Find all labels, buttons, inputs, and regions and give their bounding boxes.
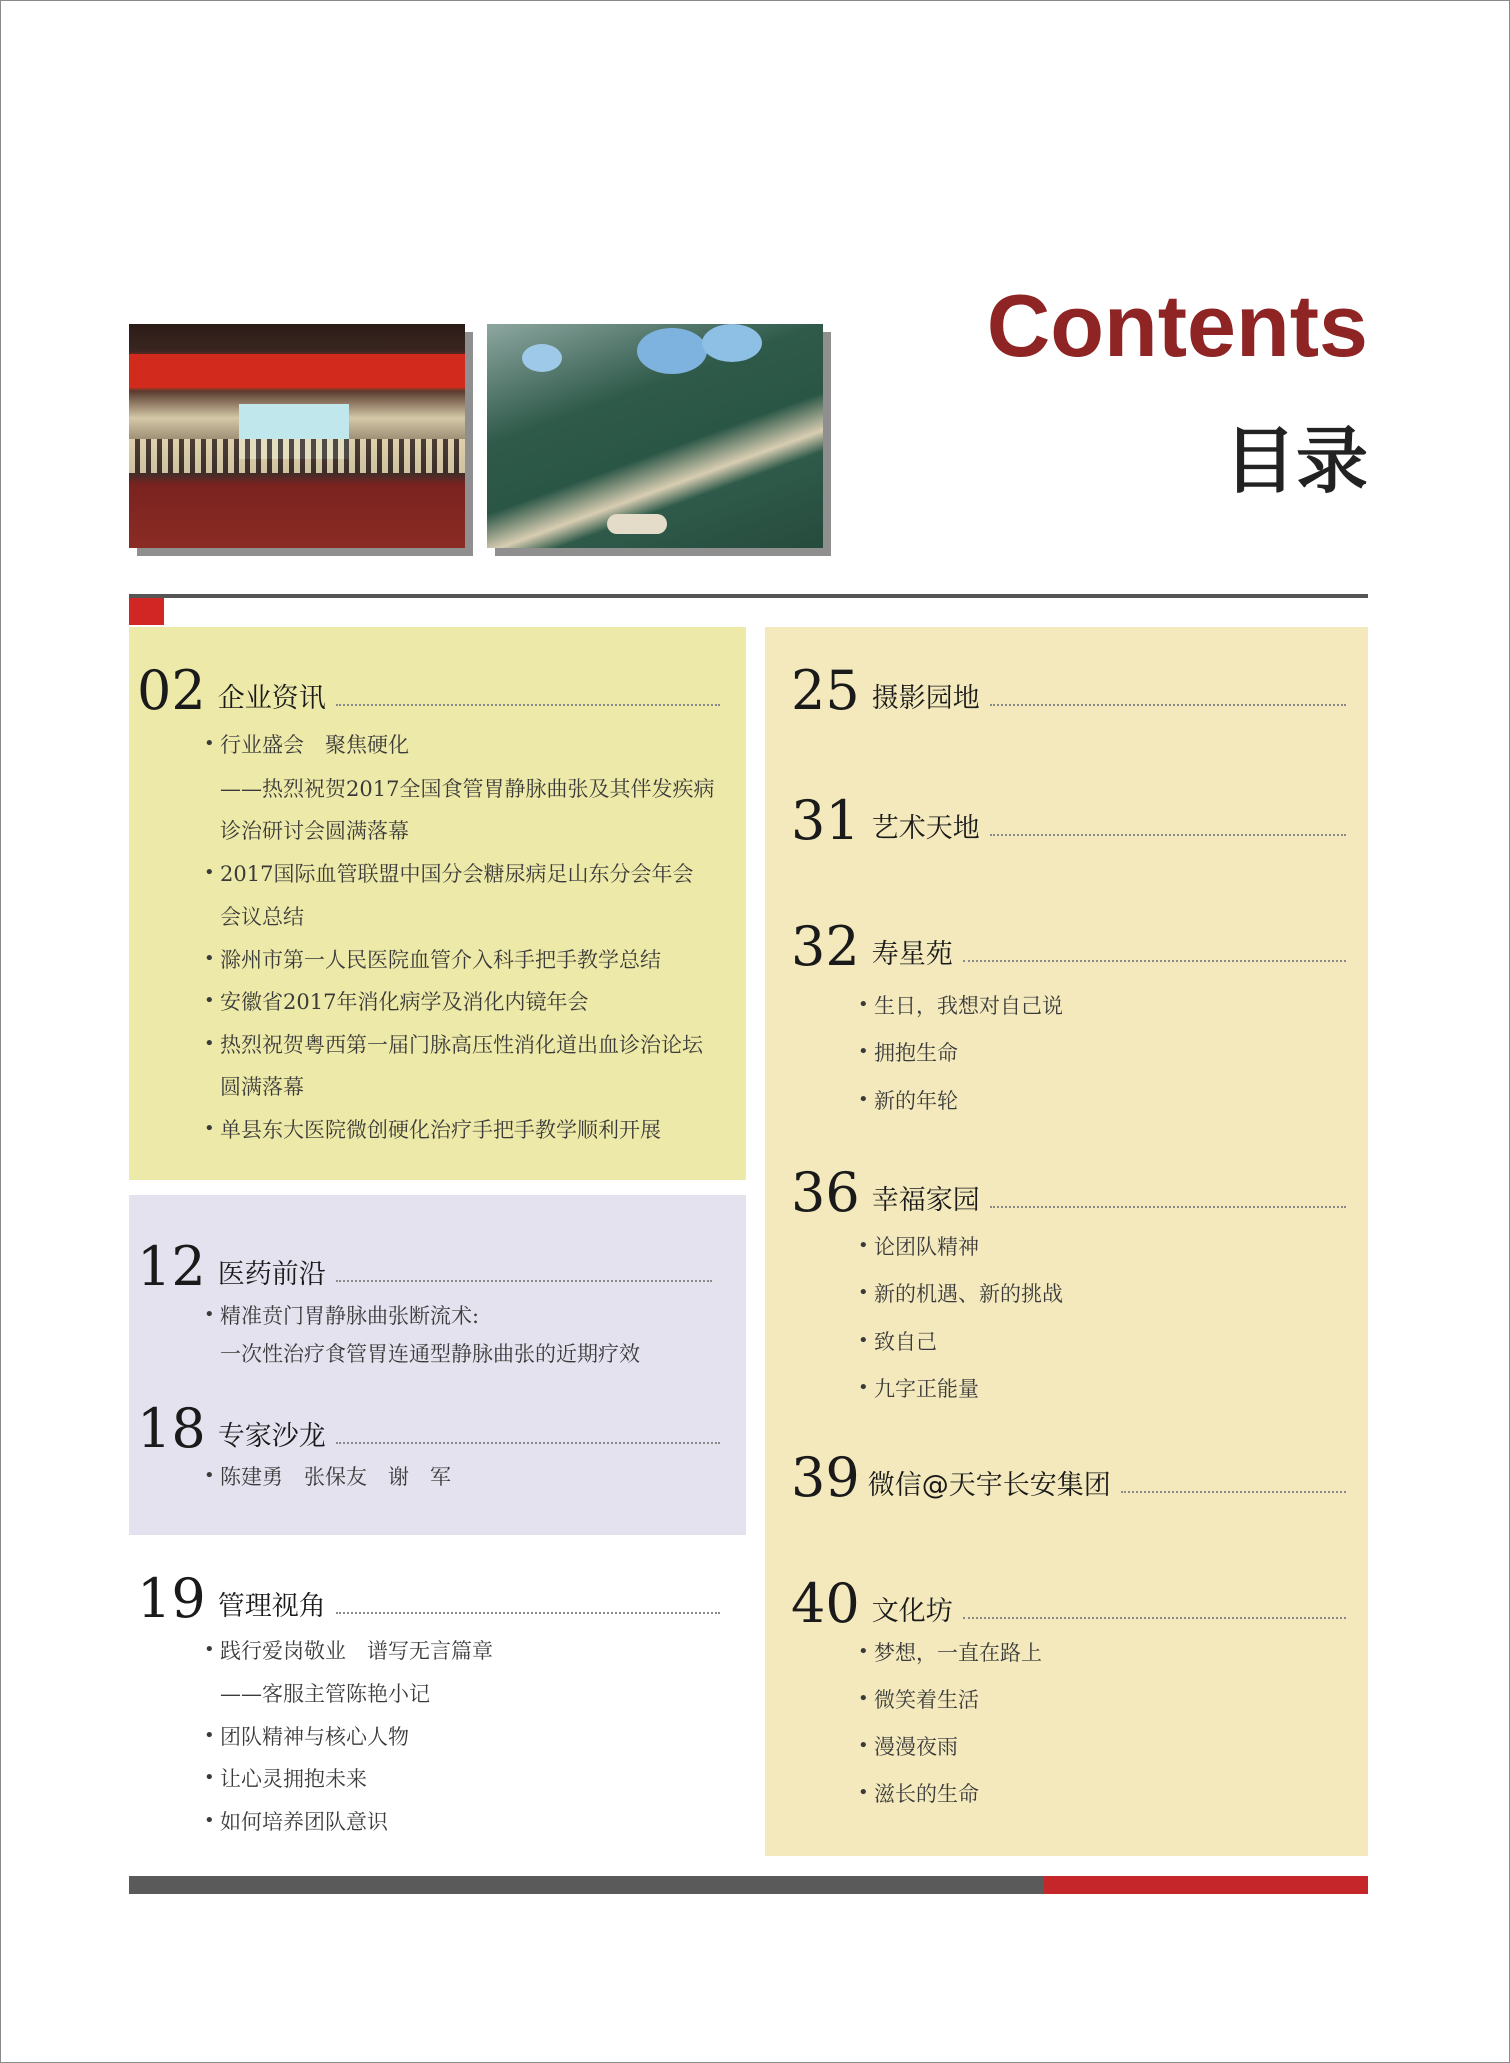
toc-item[interactable]: • 单县东大医院微创硬化治疗手把手教学顺利开展: [220, 1120, 661, 1141]
header-rule: [129, 594, 1368, 598]
stage-crowd: [129, 439, 465, 473]
toc-item[interactable]: • 论团队精神: [874, 1237, 979, 1258]
footer-bar-gray: [129, 1876, 1044, 1894]
section-title: 寿星苑: [871, 939, 953, 970]
section-title: 专家沙龙: [217, 1421, 326, 1452]
section-25-heading[interactable]: [791, 658, 1346, 722]
dot-leader: [990, 704, 1346, 706]
conference-banner: [129, 354, 465, 388]
toc-item-continued[interactable]: ——热烈祝贺2017全国食管胃静脉曲张及其伴发疾病: [220, 777, 715, 801]
toc-item[interactable]: • 拥抱生命: [874, 1043, 958, 1064]
footer-bar-red: [1044, 1876, 1368, 1894]
toc-item[interactable]: • 如何培养团队意识: [220, 1812, 388, 1833]
section-title: 幸福家园: [871, 1185, 980, 1216]
toc-item[interactable]: • 行业盛会 聚焦硬化: [220, 735, 409, 756]
toc-item[interactable]: • 滁州市第一人民医院血管介入科手把手教学总结: [220, 950, 661, 971]
toc-item[interactable]: • 漫漫夜雨: [874, 1737, 958, 1758]
toc-item[interactable]: • 安徽省2017年消化病学及消化内镜年会: [220, 992, 588, 1013]
dot-leader: [990, 834, 1346, 836]
toc-item-continued[interactable]: 一次性治疗食管胃连通型静脉曲张的近期疗效: [220, 1342, 640, 1366]
page-number: 31: [791, 789, 860, 852]
toc-item-continued[interactable]: 会议总结: [220, 905, 304, 929]
toc-item[interactable]: • 滋长的生命: [874, 1784, 979, 1805]
toc-item[interactable]: • 新的机遇、新的挑战: [874, 1284, 1063, 1305]
surgery-photo: [487, 324, 823, 548]
conference-photo: [129, 324, 465, 548]
toc-item[interactable]: • 让心灵拥抱未来: [220, 1769, 367, 1790]
toc-item[interactable]: • 践行爱岗敬业 谱写无言篇章: [220, 1641, 493, 1662]
section-02-heading[interactable]: [137, 658, 720, 722]
page-number: 32: [791, 915, 860, 978]
dot-leader: [990, 1206, 1346, 1208]
section-title: 企业资讯: [217, 683, 326, 714]
toc-item[interactable]: • 梦想，一直在路上: [874, 1643, 1042, 1664]
section-31-heading[interactable]: [791, 788, 1346, 852]
section-19-heading[interactable]: [137, 1566, 720, 1630]
dot-leader: [336, 1442, 720, 1444]
toc-item[interactable]: • 2017国际血管联盟中国分会糖尿病足山东分会年会: [220, 864, 693, 885]
red-accent-mark: [129, 598, 164, 625]
dot-leader: [963, 960, 1346, 962]
surgeon-cap: [522, 344, 562, 372]
toc-item[interactable]: • 热烈祝贺粤西第一届门脉高压性消化道出血诊治论坛: [220, 1035, 703, 1056]
toc-item-continued[interactable]: 圆满落幕: [220, 1075, 304, 1099]
toc-item[interactable]: • 新的年轮: [874, 1091, 958, 1112]
dot-leader: [336, 704, 720, 706]
page-number: 18: [137, 1397, 206, 1460]
section-12-heading[interactable]: [137, 1234, 712, 1298]
page-number: 36: [791, 1161, 860, 1224]
page-number: 40: [791, 1572, 860, 1635]
surgeon-cap: [637, 328, 707, 374]
toc-item[interactable]: • 九字正能量: [874, 1379, 979, 1400]
section-title: 微信@天宇长安集团: [867, 1470, 1111, 1501]
toc-item[interactable]: • 生日，我想对自己说: [874, 996, 1063, 1017]
dot-leader: [336, 1280, 712, 1282]
contents-title-cn: 目录: [1223, 419, 1368, 503]
dot-leader: [963, 1617, 1346, 1619]
surgeon-glove: [607, 514, 667, 534]
dot-leader: [1121, 1491, 1346, 1493]
toc-item[interactable]: • 团队精神与核心人物: [220, 1727, 409, 1748]
contents-title: Contents: [986, 276, 1368, 375]
section-title: 艺术天地: [871, 813, 980, 844]
page-number: 12: [137, 1235, 206, 1298]
section-32-heading[interactable]: [791, 914, 1346, 978]
toc-item[interactable]: • 陈建勇 张保友 谢 军: [220, 1467, 451, 1488]
section-40-heading[interactable]: [791, 1571, 1346, 1635]
section-39-heading[interactable]: [791, 1445, 1346, 1509]
toc-item-continued[interactable]: ——客服主管陈艳小记: [220, 1682, 430, 1706]
page-number: 39: [791, 1446, 860, 1509]
toc-item[interactable]: • 精准贲门胃静脉曲张断流术:: [220, 1306, 479, 1327]
page-number: 02: [137, 659, 206, 722]
toc-item-continued[interactable]: 诊治研讨会圆满落幕: [220, 819, 409, 843]
page-number: 25: [791, 659, 860, 722]
toc-item[interactable]: • 微笑着生活: [874, 1690, 979, 1711]
section-36-heading[interactable]: [791, 1160, 1346, 1224]
page-number: 19: [137, 1567, 206, 1630]
toc-item[interactable]: • 致自己: [874, 1332, 937, 1353]
section-title: 医药前沿: [217, 1259, 326, 1290]
surgeon-cap: [702, 324, 762, 362]
dot-leader: [336, 1612, 720, 1614]
section-title: 文化坊: [871, 1596, 953, 1627]
section-18-heading[interactable]: [137, 1396, 720, 1460]
section-title: 摄影园地: [871, 683, 980, 714]
section-title: 管理视角: [217, 1591, 326, 1622]
